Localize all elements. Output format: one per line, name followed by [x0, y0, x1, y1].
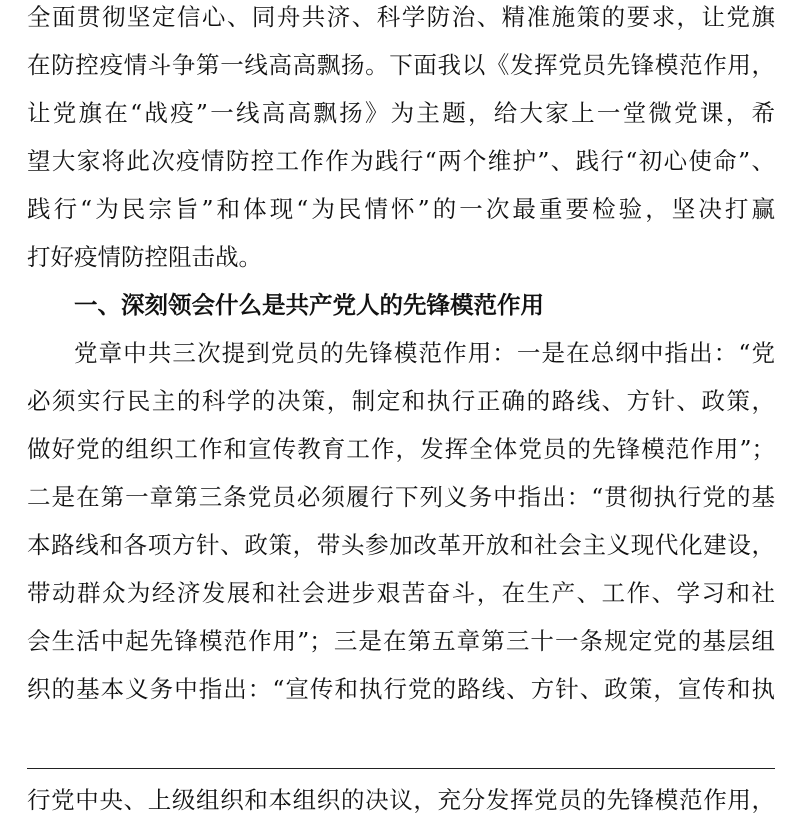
paragraph-line: 让党旗在“战疫”一线高高飘扬》为主题，给大家上一堂微党课，希: [27, 99, 775, 127]
next-page-partial-line: 行党中央、上级组织和本组织的决议，充分发挥党员的先锋模范作用，: [27, 786, 775, 814]
paragraph-line: 望大家将此次疫情防控工作作为践行“两个维护”、践行“初心使命”、: [27, 147, 775, 175]
paragraph-line: 践行“为民宗旨”和体现“为民情怀”的一次最重要检验，坚决打赢: [27, 195, 775, 223]
page-break-rule: [27, 768, 775, 769]
paragraph-line: 在防控疫情斗争第一线高高飘扬。下面我以《发挥党员先锋模范作用，: [27, 51, 775, 79]
paragraph-line: 党章中共三次提到党员的先锋模范作用：一是在总纲中指出：“党: [74, 339, 775, 367]
section-heading: 一、深刻领会什么是共产党人的先锋模范作用: [74, 291, 544, 319]
paragraph-line: 织的基本义务中指出：“宣传和执行党的路线、方针、政策，宣传和执: [27, 675, 775, 703]
paragraph-line: 本路线和各项方针、政策，带头参加改革开放和社会主义现代化建设，: [27, 531, 775, 559]
paragraph-line: 必须实行民主的科学的决策，制定和执行正确的路线、方针、政策，: [27, 387, 775, 415]
paragraph-line: 二是在第一章第三条党员必须履行下列义务中指出：“贯彻执行党的基: [27, 483, 775, 511]
paragraph-line: 全面贯彻坚定信心、同舟共济、科学防治、精准施策的要求，让党旗: [27, 3, 775, 31]
paragraph-line: 会生活中起先锋模范作用”；三是在第五章第三十一条规定党的基层组: [27, 627, 775, 655]
paragraph-line: 做好党的组织工作和宣传教育工作，发挥全体党员的先锋模范作用”；: [27, 435, 775, 463]
paragraph-line: 带动群众为经济发展和社会进步艰苦奋斗，在生产、工作、学习和社: [27, 579, 775, 607]
paragraph-line: 打好疫情防控阻击战。: [27, 243, 262, 271]
